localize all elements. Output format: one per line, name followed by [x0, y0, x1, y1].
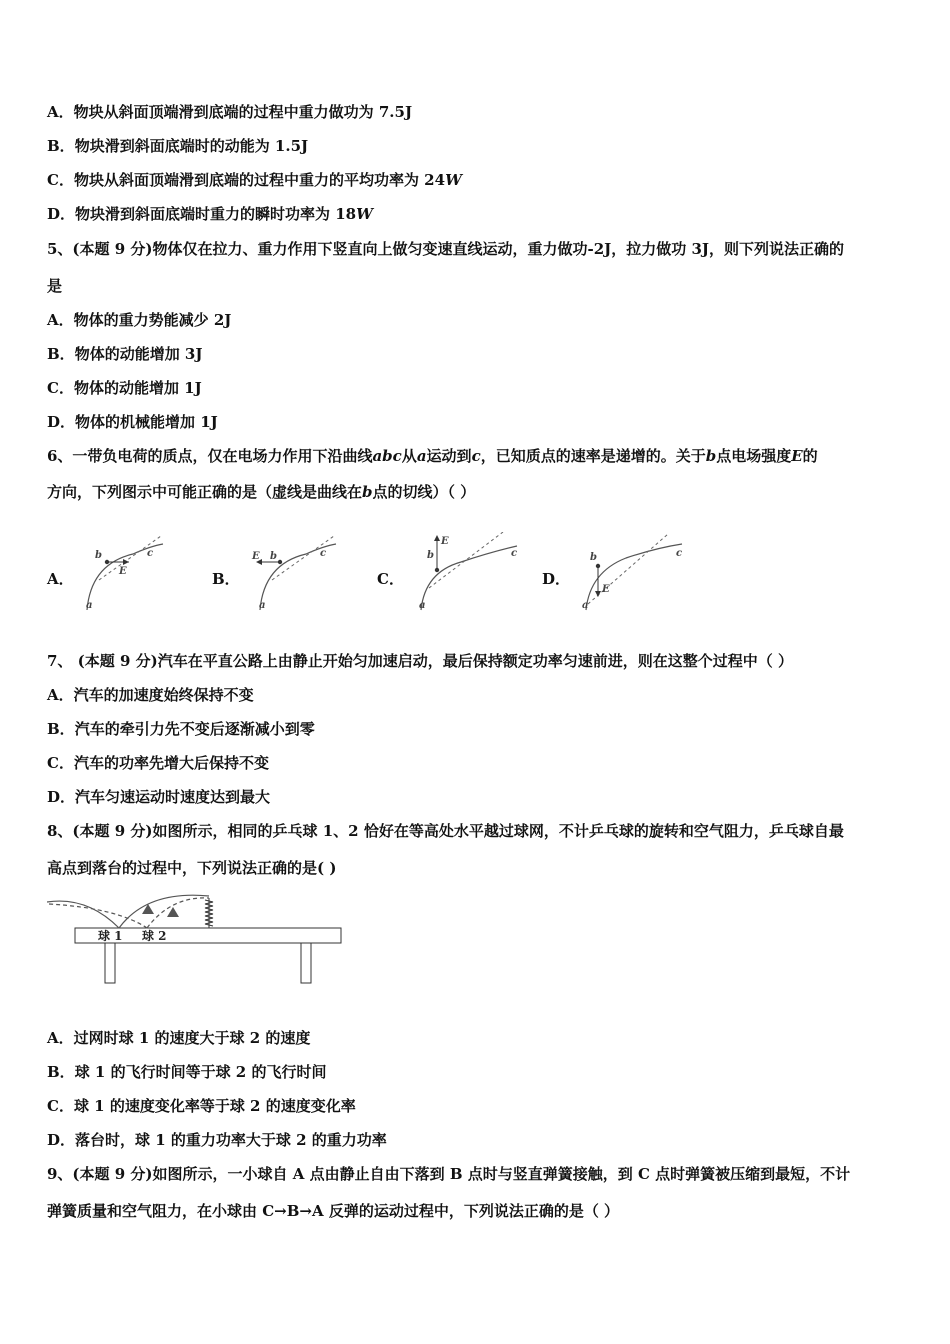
q9-stem: 9、(本题 9 分)如图所示，一小球自 A 点由静止自由下落到 B 点时与竖直弹簧接触，到 C 点时弹簧被压缩到最短，不计	[47, 1165, 851, 1183]
point-label-c: c	[511, 548, 518, 559]
point-label-c: c	[320, 548, 327, 559]
point-label-b: b	[95, 550, 102, 561]
field-diagram-b	[242, 532, 382, 622]
q4-option-d: D．物块滑到斜面底端时重力的瞬时功率为 18W	[47, 205, 373, 223]
field-diagram-c	[407, 532, 547, 622]
point-label-a: a	[582, 600, 589, 611]
q7-stem: 7、 (本题 9 分)汽车在平直公路上由静止开始匀加速启动，最后保持额定功率匀速前进，则在这整个过程中（ ）	[47, 652, 793, 670]
field-label-e: E	[602, 584, 610, 595]
q6-figure-options	[47, 532, 687, 622]
q5-stem-cont: 是	[47, 277, 63, 295]
point-label-a: a	[419, 600, 426, 611]
q7-option-b: B．汽车的牵引力先不变后逐渐减小到零	[47, 720, 315, 738]
table-tennis-diagram	[47, 890, 347, 990]
q7-option-c: C．汽车的功率先增大后保持不变	[47, 754, 269, 772]
q8-option-c: C．球 1 的速度变化率等于球 2 的速度变化率	[47, 1097, 356, 1115]
point-label-c: c	[147, 548, 154, 559]
q5-option-d: D．物体的机械能增加 1J	[47, 413, 218, 431]
field-label-e: E	[252, 551, 260, 562]
q8-stem: 8、(本题 9 分)如图所示，相同的乒乓球 1、2 恰好在等高处水平越过球网，不计乒乓球的旋转和空气阻力，乒乓球自最	[47, 822, 844, 840]
point-label-a: a	[259, 600, 266, 611]
q8-option-a: A．过网时球 1 的速度大于球 2 的速度	[47, 1029, 311, 1047]
point-label-b: b	[270, 551, 277, 562]
option-letter: D．	[542, 570, 571, 588]
point-label-c: c	[676, 548, 683, 559]
field-label-e: E	[441, 536, 449, 547]
q8-option-d: D．落台时，球 1 的重力功率大于球 2 的重力功率	[47, 1131, 387, 1149]
point-label-b: b	[427, 550, 434, 561]
q8-table-tennis-figure	[47, 890, 347, 994]
q5-option-a: A．物体的重力势能减少 2J	[47, 311, 232, 329]
q5-option-b: B．物体的动能增加 3J	[47, 345, 203, 363]
q7-option-d: D．汽车匀速运动时速度达到最大	[47, 788, 271, 806]
q6-stem-cont: 方向，下列图示中可能正确的是（虚线是曲线在b点的切线）（ ）	[47, 483, 476, 501]
q8-stem-cont: 高点到落台的过程中，下列说法正确的是( )	[47, 859, 337, 877]
ball-2-label: 球 2	[142, 929, 167, 943]
q6-stem: 6、一带负电荷的质点，仅在电场力作用下沿曲线abc从a运动到c，已知质点的速率是递增的。关于b点电场强度E的	[47, 447, 818, 465]
field-label-e: E	[119, 566, 127, 577]
option-letter: A．	[47, 570, 74, 588]
q5-option-c: C．物体的动能增加 1J	[47, 379, 202, 397]
point-label-b: b	[590, 552, 597, 563]
q4-option-b: B．物块滑到斜面底端时的动能为 1.5J	[47, 137, 309, 155]
q8-option-b: B．球 1 的飞行时间等于球 2 的飞行时间	[47, 1063, 327, 1081]
point-label-a: a	[86, 600, 93, 611]
ball-1-label: 球 1	[98, 929, 123, 943]
q4-option-a: A．物块从斜面顶端滑到底端的过程中重力做功为 7.5J	[47, 103, 413, 121]
option-letter: B．	[212, 570, 240, 588]
field-diagram-a	[73, 532, 213, 622]
field-diagram-d	[572, 532, 712, 622]
q7-option-a: A．汽车的加速度始终保持不变	[47, 686, 254, 704]
q9-stem-cont: 弹簧质量和空气阻力，在小球由 C→B→A 反弹的运动过程中，下列说法正确的是（ ）	[47, 1202, 620, 1220]
q4-option-c: C．物块从斜面顶端滑到底端的过程中重力的平均功率为 24W	[47, 171, 462, 189]
q5-stem: 5、(本题 9 分)物体仅在拉力、重力作用下竖直向上做匀变速直线运动，重力做功-2J，拉力做功 3J，则下列说法正确的	[47, 240, 845, 258]
option-letter: C．	[377, 570, 404, 588]
